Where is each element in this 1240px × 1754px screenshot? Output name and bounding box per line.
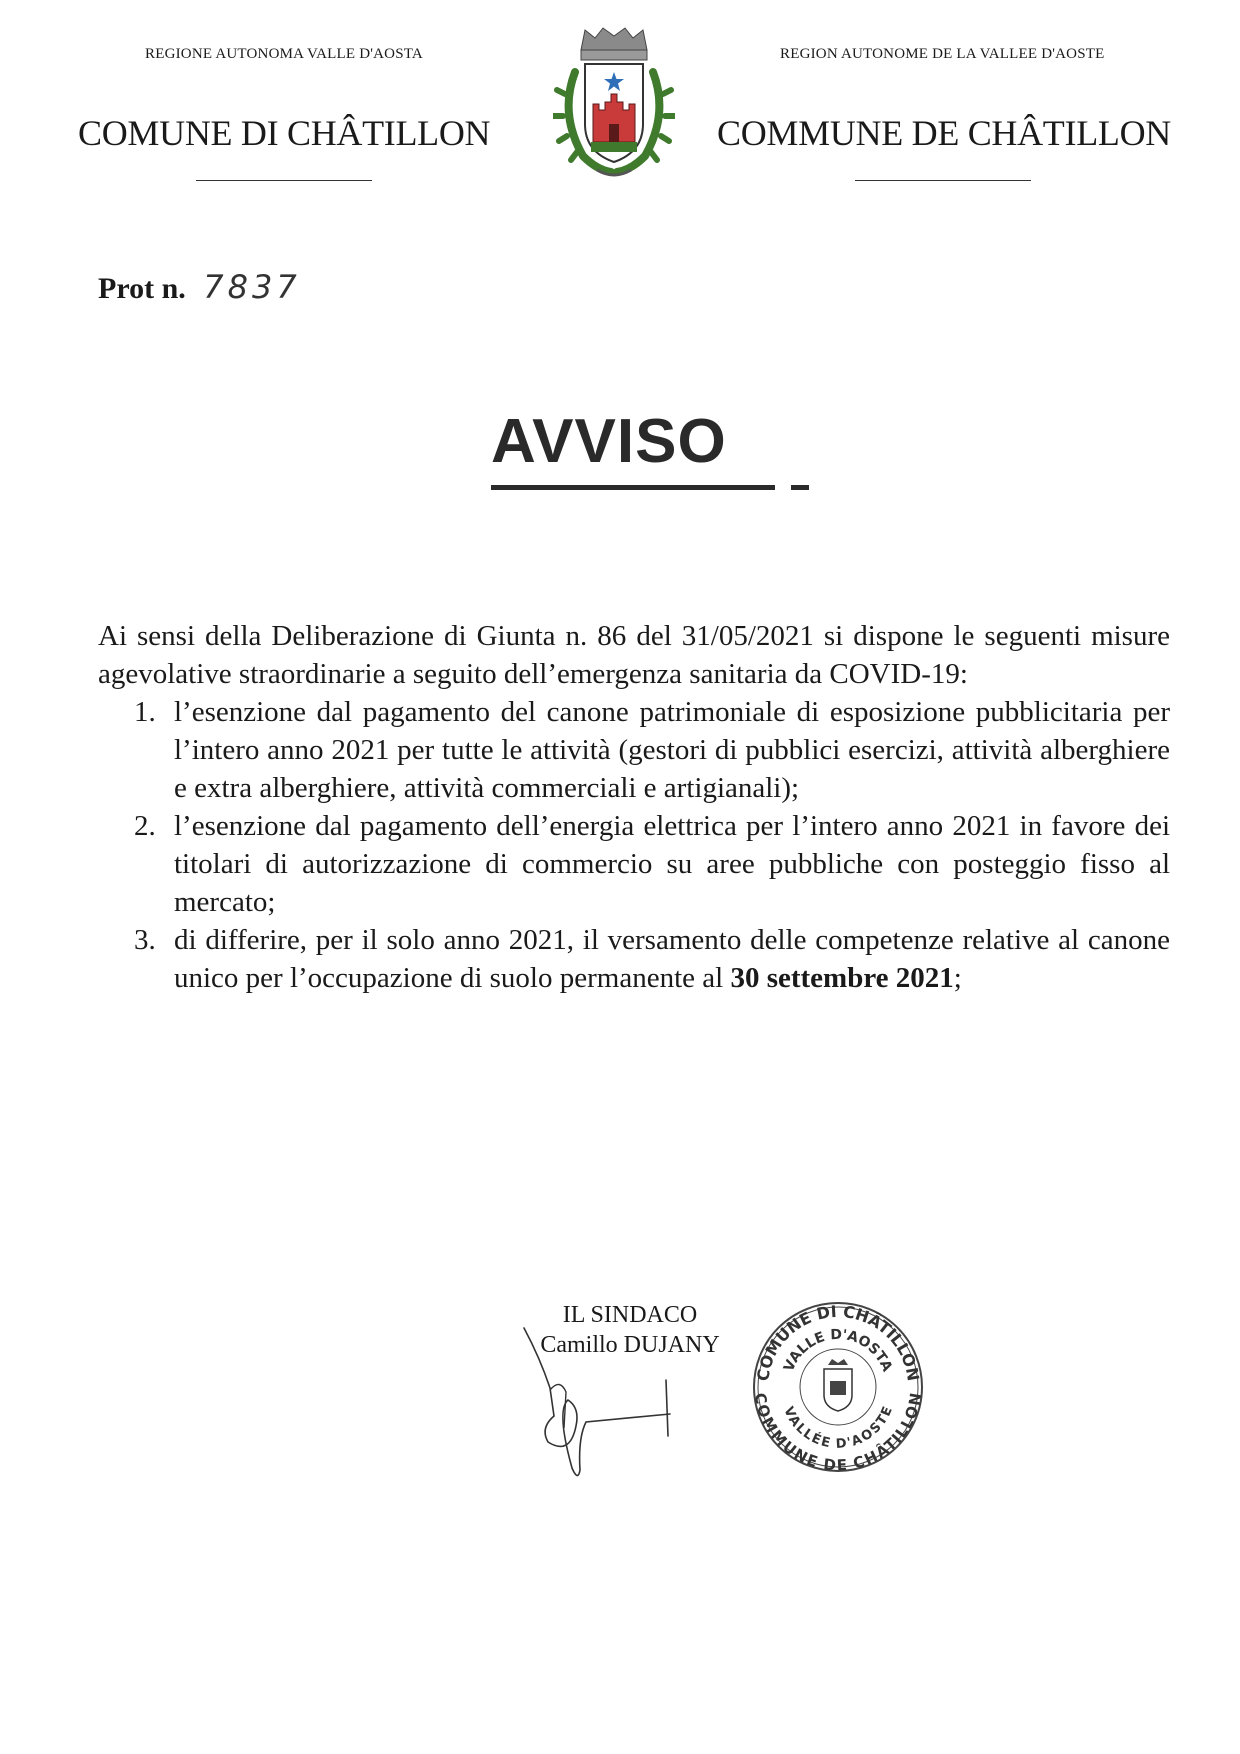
protocol-number: 7837 [203, 268, 301, 306]
stamp-inner-top: VALLE D'AOSTA [780, 1326, 896, 1375]
measure-item [98, 807, 1170, 921]
handwritten-signature [520, 1318, 700, 1488]
deadline-date: 30 settembre 2021 [730, 962, 954, 994]
protocol-line [98, 268, 301, 306]
notice-title: AVVISO [491, 407, 727, 476]
official-stamp [748, 1295, 928, 1475]
measure-item [98, 921, 1170, 997]
castle-shield-emblem-icon [553, 24, 675, 184]
signatory-role: IL SINDACO [562, 1302, 698, 1328]
right-commune-name: COMMUNE DE CHÂTILLON [717, 113, 1171, 153]
right-region-name: REGION AUTONOME DE LA VALLEE D'AOSTE [780, 46, 1105, 62]
measure-item [98, 693, 1170, 807]
title-underline [491, 485, 775, 490]
notice-body [98, 617, 1170, 997]
measure-text: l’esenzione dal pagamento del canone patrimoniale di esposizione pubblicitaria per l’intero anno 2021 per tutte le attività (gestori di pubblici esercizi, attività alberghiere e extra alberghiere, attività commerciali e artigianali); [174, 696, 1170, 804]
measures-list [98, 693, 1170, 997]
protocol-label: Prot n. [98, 272, 186, 305]
measure-number: 1. [134, 696, 156, 728]
stamp-outer-top: COMUNE DI CHÂTILLON [753, 1301, 923, 1383]
stamp-shield-icon [824, 1359, 852, 1411]
title-trailing-dash [791, 485, 809, 490]
signatory-name: Camillo DUJANY [540, 1332, 720, 1358]
left-header-rule [196, 180, 372, 181]
measure-text: l’esenzione dal pagamento dell’energia elettrica per l’intero anno 2021 in favore dei titolari di autorizzazione di commercio su aree pubbliche con posteggio fisso al mercato; [174, 810, 1170, 918]
left-region-name: REGIONE AUTONOMA VALLE D'AOSTA [145, 46, 423, 62]
stamp-outer-bottom: COMMUNE DE CHÂTILLON [750, 1391, 926, 1475]
measure-number: 2. [134, 810, 156, 842]
measure-text: di differire, per il solo anno 2021, il versamento delle competenze relative al canone unico per l’occupazione di suolo permanente al [174, 924, 1170, 994]
stamp-inner-bottom: VALLÉE D'AOSTE [780, 1404, 896, 1453]
intro-paragraph: Ai sensi della Deliberazione di Giunta n. 86 del 31/05/2021 si dispone le seguenti misure agevolative straordinarie a seguito dell’emergenza sanitaria da COVID-19: [98, 620, 1170, 690]
measure-text-end: ; [953, 962, 962, 994]
right-header-rule [855, 180, 1031, 181]
left-commune-name: COMUNE DI CHÂTILLON [78, 113, 491, 153]
measure-number: 3. [134, 924, 156, 956]
